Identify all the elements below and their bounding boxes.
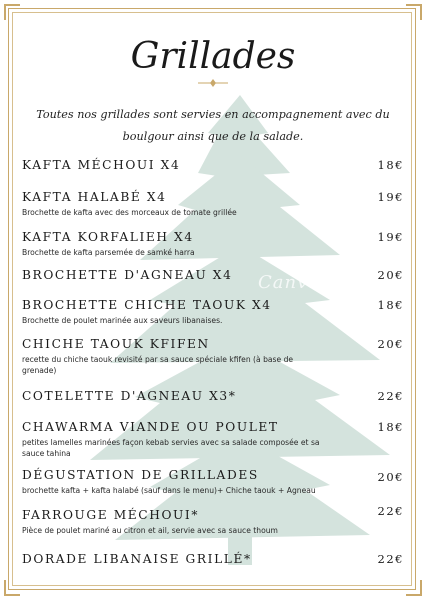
page-title: Grillades [130,36,296,77]
menu-item [22,298,404,326]
item-description: petites lamelles marinées façon kebab servies avec sa salade composée et sa sauce tahina [22,438,320,458]
menu-item [22,268,404,283]
item-name: KAFTA MÉCHOUI X4 [22,158,181,172]
item-name: FARROUGE MÉCHOUI* [22,508,200,522]
menu-item [22,230,404,258]
menu-item [22,468,404,496]
item-description: Pièce de poulet mariné au citron et ail, servie avec sa sauce thoum [22,526,278,535]
item-price: 20€ [377,337,404,351]
watermark-text: Canva [258,272,320,293]
item-name: KAFTA KORFALIEH X4 [22,230,194,244]
menu-item [22,158,404,173]
item-price: 22€ [377,504,404,518]
item-name: CHAWARMA VIANDE OU POULET [22,420,279,434]
item-price: 18€ [377,298,404,312]
menu-item [22,389,404,404]
item-description: Brochette de kafta avec des morceaux de tomate grillée [22,208,237,217]
item-description: recette du chiche taouk revisité par sa sauce spéciale kfifen (à base de grenade) [22,355,294,375]
item-name: CHICHE TAOUK KFIFEN [22,337,210,351]
item-description: brochette kafta + kafta halabé (sauf dans le menu)+ Chiche taouk + Agneau [22,486,316,495]
item-price: 22€ [377,552,404,566]
menu-item [22,337,404,376]
menu-item [22,504,404,536]
item-description: Brochette de kafta parsemée de samké harra [22,248,195,257]
menu-item [22,190,404,218]
item-name: KAFTA HALABÉ X4 [22,190,167,204]
menu-item [22,552,404,567]
item-price: 20€ [377,470,404,484]
item-price: 19€ [377,190,404,204]
item-name: DORADE LIBANAISE GRILLÉ* [22,552,252,566]
item-name: BROCHETTE CHICHE TAOUK X4 [22,298,272,312]
item-price: 18€ [377,158,404,172]
item-price: 20€ [377,268,404,282]
item-description: Brochette de poulet marinée aux saveurs libanaises. [22,316,223,325]
item-price: 22€ [377,389,404,403]
item-name: BROCHETTE D'AGNEAU X4 [22,268,233,282]
item-price: 19€ [377,230,404,244]
menu-item [22,420,404,459]
menu-subtitle: Toutes nos grillades sont servies en accompagnement avec du boulgour ainsi que de la salade. [36,108,390,143]
item-name: COTELETTE D'AGNEAU X3* [22,389,237,403]
item-price: 18€ [377,420,404,434]
item-name: DÉGUSTATION DE GRILLADES [22,468,259,482]
